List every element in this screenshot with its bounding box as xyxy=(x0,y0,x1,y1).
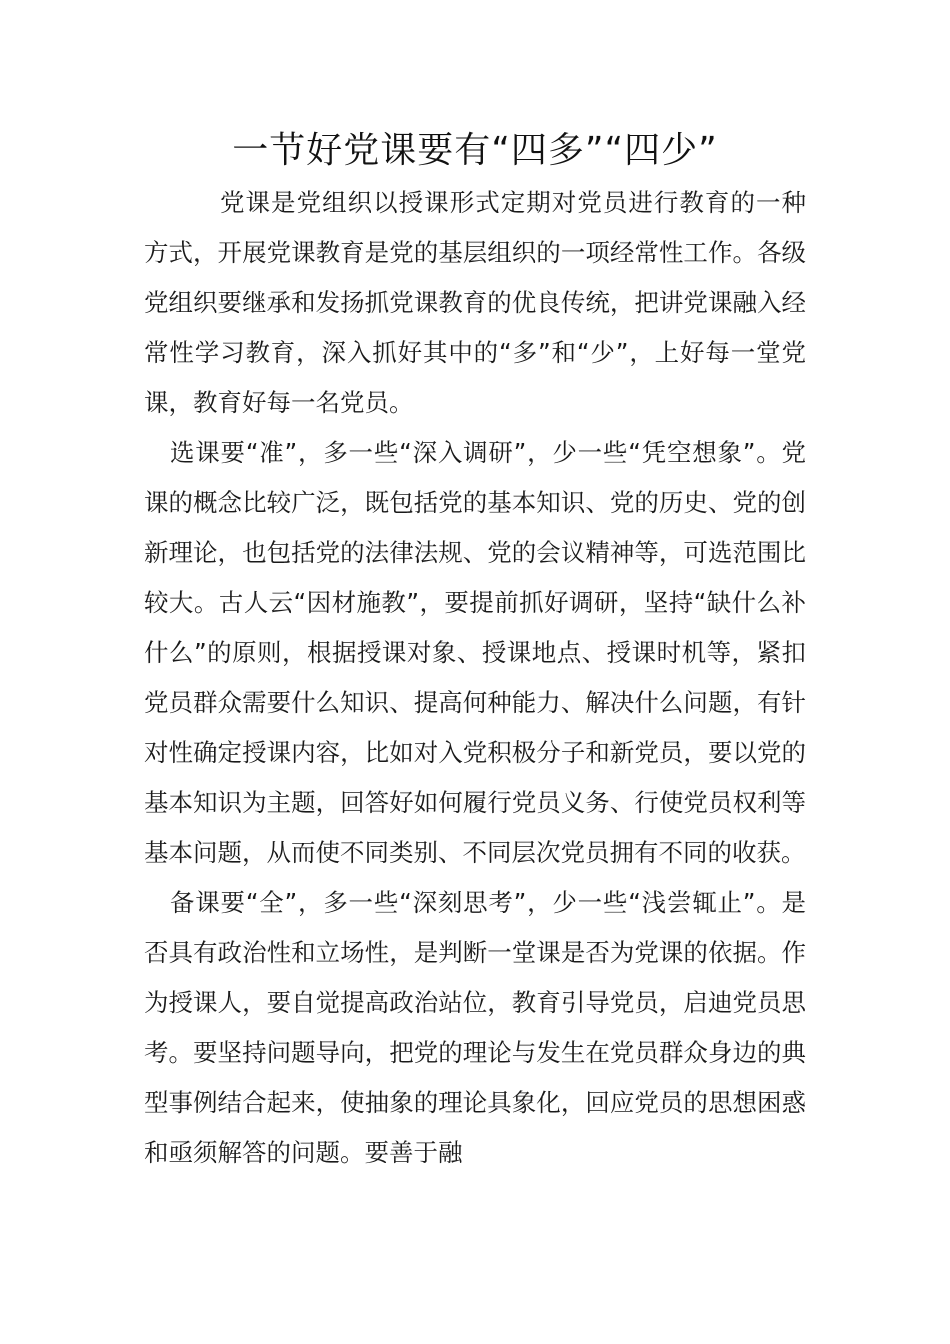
paragraph-prepare-lesson: 备课要“全”，多一些“深刻思考”，少一些“浅尝辄止”。是否具有政治性和立场性，是判断一堂课是否为党课的依据。作为授课人，要自觉提高政治站位，教育引导党员，启迪党员思考。要坚持问题导向，把党的理论与发生在党员群众身边的典型事例结合起来，使抽象的理论具象化，回应党员的思想困惑和亟须解答的问题。要善于融 xyxy=(144,888,806,1167)
document-title: 一节好党课要有“四多”“四少” xyxy=(232,130,718,171)
paragraph-choose-topic: 选课要“准”，多一些“深入调研”，少一些“凭空想象”。党课的概念比较广泛，既包括党的基本知识、党的历史、党的创新理论，也包括党的法律法规、党的会议精神等，可选范围比较大。古人云“因材施教”，要提前抓好调研，坚持“缺什么补什么”的原则，根据授课对象、授课地点、授课时机等，紧扣党员群众需要什么知识、提高何种能力、解决什么问题，有针对性确定授课内容，比如对入党积极分子和新党员，要以党的基本知识为主题，回答好如何履行党员义务、行使党员权利等基本问题，从而使不同类别、不同层次党员拥有不同的收获。 xyxy=(144,438,806,867)
document-body xyxy=(144,178,806,1178)
paragraph-intro: 党课是党组织以授课形式定期对党员进行教育的一种方式，开展党课教育是党的基层组织的一项经常性工作。各级党组织要继承和发扬抓党课教育的优良传统，把讲党课融入经常性学习教育，深入抓好其中的“多”和“少”，上好每一堂党课，教育好每一名党员。 xyxy=(144,188,806,417)
